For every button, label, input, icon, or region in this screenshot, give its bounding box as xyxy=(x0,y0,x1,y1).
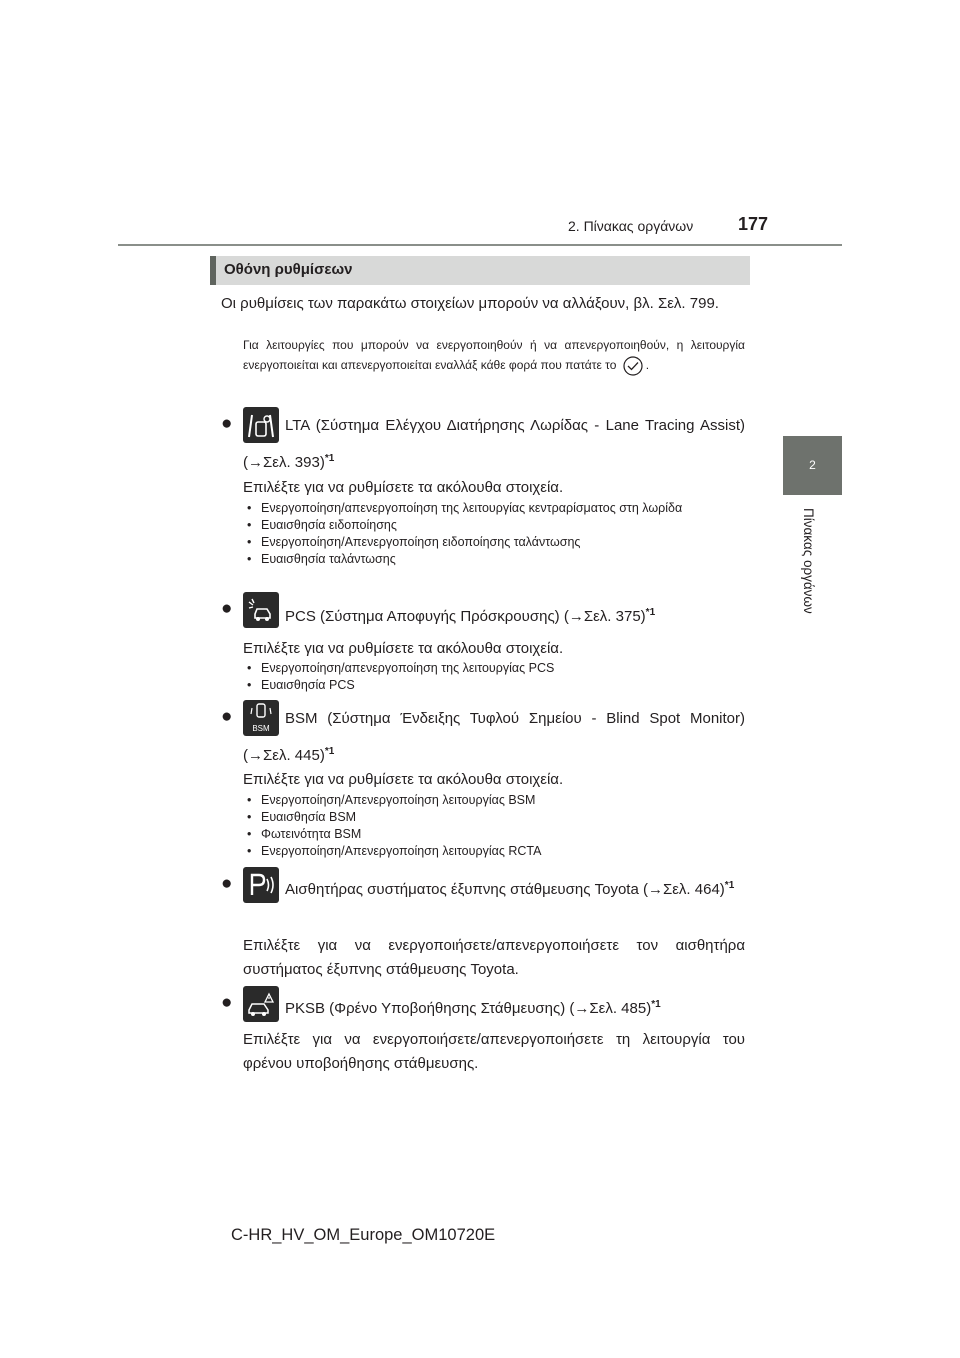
sub-item: • Ενεργοποίηση/Απενεργοποίηση λειτουργίας RCTA xyxy=(247,843,745,860)
page-number: 177 xyxy=(738,214,769,234)
sub-item: • Ευαισθησία PCS xyxy=(247,677,745,694)
bsm-icon-label: BSM xyxy=(252,724,270,733)
item-desc-bsm: Επιλέξτε για να ρυθμίσετε τα ακόλουθα στοιχεία. xyxy=(243,771,564,788)
bullet: ● xyxy=(221,992,233,1013)
item-title-text: Αισθητήρας συστήματος έξυπνης στάθμευσης Toyota (→Σελ. 464) xyxy=(285,881,725,898)
footnote-mark: *1 xyxy=(724,880,735,891)
chapter-tab xyxy=(783,436,842,495)
sub-list-pcs xyxy=(247,660,745,694)
section-title: 2. Πίνακας οργάνων xyxy=(568,218,694,234)
bullet: ● xyxy=(221,413,233,434)
item-title-parking-sensor xyxy=(243,869,745,906)
heading-accent xyxy=(210,256,216,285)
item-title-text: PKSB (Φρένο Υποβοήθησης Στάθμευσης) (→Σελ. 485) xyxy=(285,1000,652,1017)
note-text-before: Για λειτουργίες που μπορούν να ενεργοποιηθούν ή να απενεργοποιηθούν, η λειτουργία ενεργοποιείται και απενεργοποιείται εναλλάξ κάθε φορά που πατάτε το xyxy=(243,338,745,373)
sub-item: • Ενεργοποίηση/Απενεργοποίηση λειτουργίας BSM xyxy=(247,792,745,809)
item-desc-lta: Επιλέξτε για να ρυθμίσετε τα ακόλουθα στοιχεία. xyxy=(243,479,564,496)
bullet: ● xyxy=(221,706,233,727)
item-title-bsm xyxy=(243,702,745,772)
sub-item: • Φωτεινότητα BSM xyxy=(247,826,745,843)
item-title-text: LTA (Σύστημα Ελέγχου Διατήρησης Λωρίδας - Lane Tracing Assist) (→Σελ. 393) xyxy=(243,417,745,471)
item-title-lta xyxy=(243,409,745,479)
sub-list-bsm xyxy=(247,792,745,860)
sub-item: • Ενεργοποίηση/απενεργοποίηση της λειτουργίας PCS xyxy=(247,660,745,677)
footnote-mark: *1 xyxy=(651,999,661,1010)
footnote-mark: *1 xyxy=(324,453,335,464)
intro-text: Οι ρυθμίσεις των παρακάτω στοιχείων μπορούν να αλλάξουν, βλ. Σελ. 799. xyxy=(221,295,719,312)
sub-list-lta xyxy=(247,500,745,568)
sub-item: • Ευαισθησία BSM xyxy=(247,809,745,826)
item-title-pksb xyxy=(243,988,745,1025)
sub-item: • Ενεργοποίηση/Απενεργοποίηση ειδοποίησης ταλάντωσης xyxy=(247,534,745,551)
section-heading xyxy=(210,256,750,285)
footnote-mark: *1 xyxy=(324,746,335,757)
item-title-pcs xyxy=(243,596,745,633)
item-desc-pksb: Επιλέξτε για να ενεργοποιήσετε/απενεργοποιήσετε τη λειτουργία του φρένου υποβοήθησης στάθμευσης. xyxy=(243,1031,745,1072)
note-text xyxy=(243,335,745,377)
heading-text: Οθόνη ρυθμίσεων xyxy=(224,261,353,278)
sub-item: • Ενεργοποίηση/απενεργοποίηση της λειτουργίας κεντραρίσματος στη λωρίδα xyxy=(247,500,745,517)
header-divider xyxy=(118,244,842,246)
chapter-label: Πίνακας οργάνων xyxy=(801,508,816,614)
item-title-text: BSM (Σύστημα Ένδειξης Τυφλού Σημείου - Blind Spot Monitor) (→Σελ. 445) xyxy=(243,710,745,764)
ok-button-icon xyxy=(622,355,644,377)
footnote-mark: *1 xyxy=(645,607,656,618)
item-desc-parking-sensor: Επιλέξτε για να ενεργοποιήσετε/απενεργοποιήσετε τον αισθητήρα συστήματος έξυπνης στάθμευσης Toyota. xyxy=(243,937,745,978)
bullet: ● xyxy=(221,873,233,894)
document-code: C-HR_HV_OM_Europe_OM10720E xyxy=(231,1226,496,1244)
chapter-number: 2 xyxy=(809,458,816,472)
bullet: ● xyxy=(221,598,233,619)
note-text-after: . xyxy=(645,358,650,373)
sub-item: • Ευαισθησία ειδοποίησης xyxy=(247,517,745,534)
item-title-text: PCS (Σύστημα Αποφυγής Πρόσκρουσης) (→Σελ. 375) xyxy=(285,608,646,625)
item-desc-pcs: Επιλέξτε για να ρυθμίσετε τα ακόλουθα στοιχεία. xyxy=(243,640,564,657)
sub-item: • Ευαισθησία ταλάντωσης xyxy=(247,551,745,568)
